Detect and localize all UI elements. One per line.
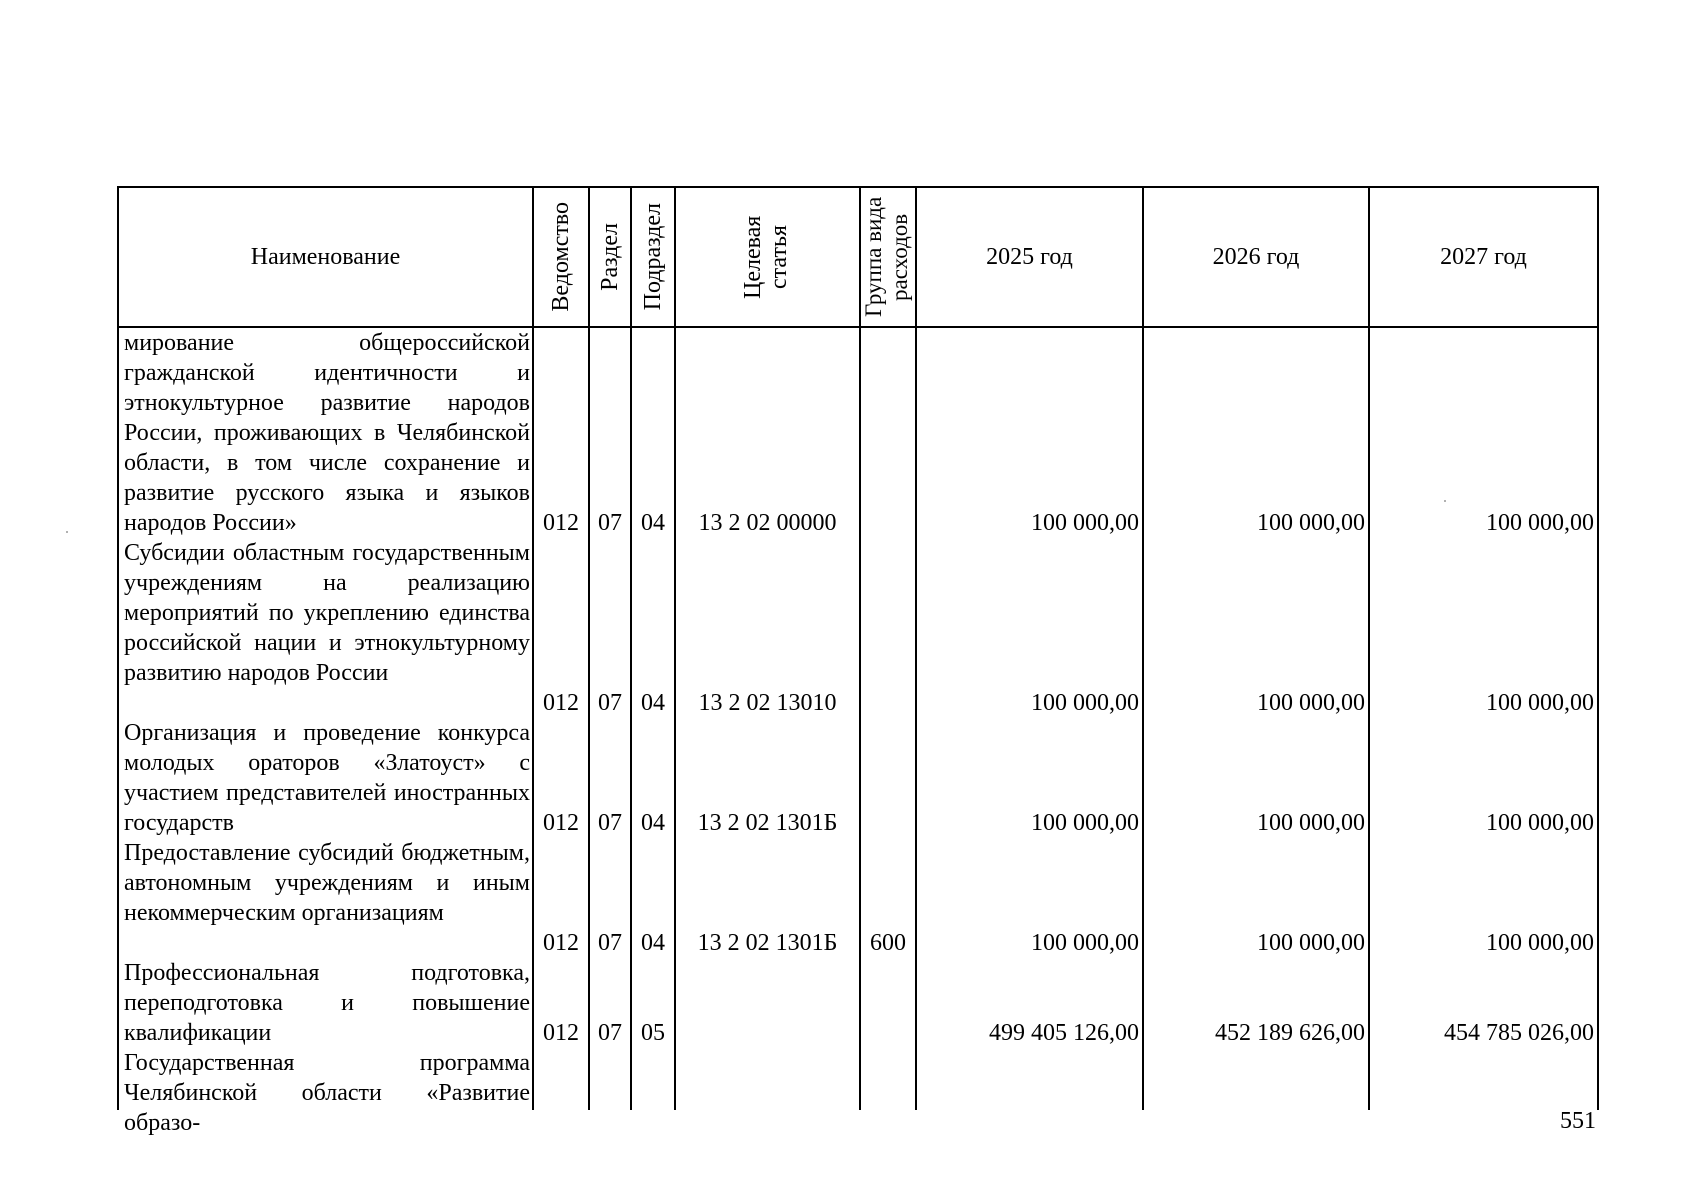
row-4-ved: 012 bbox=[543, 930, 579, 956]
row-5-podrazdel: 05 bbox=[641, 1020, 665, 1046]
row-3-name: Организация и проведение конкурса молодых ораторов «Златоуст» с участием представителей иностранных государств bbox=[124, 720, 530, 836]
row-5-razdel: 07 bbox=[598, 1020, 622, 1046]
row-2-ved: 012 bbox=[543, 690, 579, 716]
header-vedomstvo: Ведомство bbox=[534, 188, 590, 328]
page-number: 551 bbox=[1560, 1108, 1596, 1134]
row-5-name: Профессиональная подготовка, переподготовка и повышение квалификации bbox=[124, 960, 530, 1046]
row-1-ved: 012 bbox=[543, 510, 579, 536]
header-podrazdel: Подраздел bbox=[632, 188, 676, 328]
row-4-2025: 100 000,00 bbox=[1031, 930, 1139, 956]
row-1-2027: 100 000,00 bbox=[1486, 510, 1594, 536]
row-3-2025: 100 000,00 bbox=[1031, 810, 1139, 836]
row-4-name: Предоставление субсидий бюджетным, автономным учреждениям и иным некоммерческим организациям bbox=[124, 840, 530, 926]
column-podrazdel bbox=[632, 328, 676, 1110]
column-name bbox=[119, 328, 534, 1136]
header-celevaya: Целевая статья bbox=[676, 188, 861, 328]
scan-speck bbox=[66, 531, 68, 533]
header-razdel: Раздел bbox=[590, 188, 632, 328]
column-2026 bbox=[1144, 328, 1370, 1110]
column-celevaya bbox=[676, 328, 861, 1110]
header-name: Наименование bbox=[119, 188, 534, 328]
row-3-podrazdel: 04 bbox=[641, 810, 665, 836]
row-2-celevaya: 13 2 02 13010 bbox=[698, 690, 837, 716]
column-razdel bbox=[590, 328, 632, 1110]
row-3-ved: 012 bbox=[543, 810, 579, 836]
row-1-celevaya: 13 2 02 00000 bbox=[698, 510, 837, 536]
row-1-2025: 100 000,00 bbox=[1031, 510, 1139, 536]
row-3-celevaya: 13 2 02 1301Б bbox=[697, 810, 838, 836]
row-5-ved: 012 bbox=[543, 1020, 579, 1046]
row-4-podrazdel: 04 bbox=[641, 930, 665, 956]
row-1-2026: 100 000,00 bbox=[1257, 510, 1365, 536]
header-2025: 2025 год bbox=[917, 188, 1144, 328]
row-4-gruppa: 600 bbox=[870, 930, 906, 956]
header-2026: 2026 год bbox=[1144, 188, 1370, 328]
row-5-2025: 499 405 126,00 bbox=[989, 1020, 1139, 1046]
row-5-2026: 452 189 626,00 bbox=[1215, 1020, 1365, 1046]
column-2027 bbox=[1370, 328, 1599, 1110]
column-2025 bbox=[917, 328, 1144, 1110]
header-2027: 2027 год bbox=[1370, 188, 1599, 328]
row-3-2026: 100 000,00 bbox=[1257, 810, 1365, 836]
row-1-podrazdel: 04 bbox=[641, 510, 665, 536]
row-4-celevaya: 13 2 02 1301Б bbox=[697, 930, 838, 956]
row-2-2025: 100 000,00 bbox=[1031, 690, 1139, 716]
row-4-razdel: 07 bbox=[598, 930, 622, 956]
column-gruppa bbox=[861, 328, 917, 1110]
row-3-razdel: 07 bbox=[598, 810, 622, 836]
header-gruppa: Группа вида расходов bbox=[861, 188, 917, 328]
row-2-2026: 100 000,00 bbox=[1257, 690, 1365, 716]
row-2-2027: 100 000,00 bbox=[1486, 690, 1594, 716]
row-5-2027: 454 785 026,00 bbox=[1444, 1020, 1594, 1046]
row-1-razdel: 07 bbox=[598, 510, 622, 536]
row-2-razdel: 07 bbox=[598, 690, 622, 716]
column-vedomstvo bbox=[534, 328, 590, 1110]
row-4-2027: 100 000,00 bbox=[1486, 930, 1594, 956]
row-3-2027: 100 000,00 bbox=[1486, 810, 1594, 836]
scan-speck bbox=[1444, 500, 1446, 502]
row-6-name: Государственная программа Челябинской области «Развитие образо- bbox=[124, 1050, 530, 1136]
row-4-2026: 100 000,00 bbox=[1257, 930, 1365, 956]
row-2-name: Субсидии областным государственным учреждениям на реализацию мероприятий по укреплению единства российской нации и этнокультурному развитию народов России bbox=[124, 540, 530, 686]
row-1-name: мирование общероссийской гражданской идентичности и этнокультурное развитие народов России, проживающих в Челябинской области, в том числе сохранение и развитие русского языка и языков народов России» bbox=[124, 330, 530, 536]
row-2-podrazdel: 04 bbox=[641, 690, 665, 716]
